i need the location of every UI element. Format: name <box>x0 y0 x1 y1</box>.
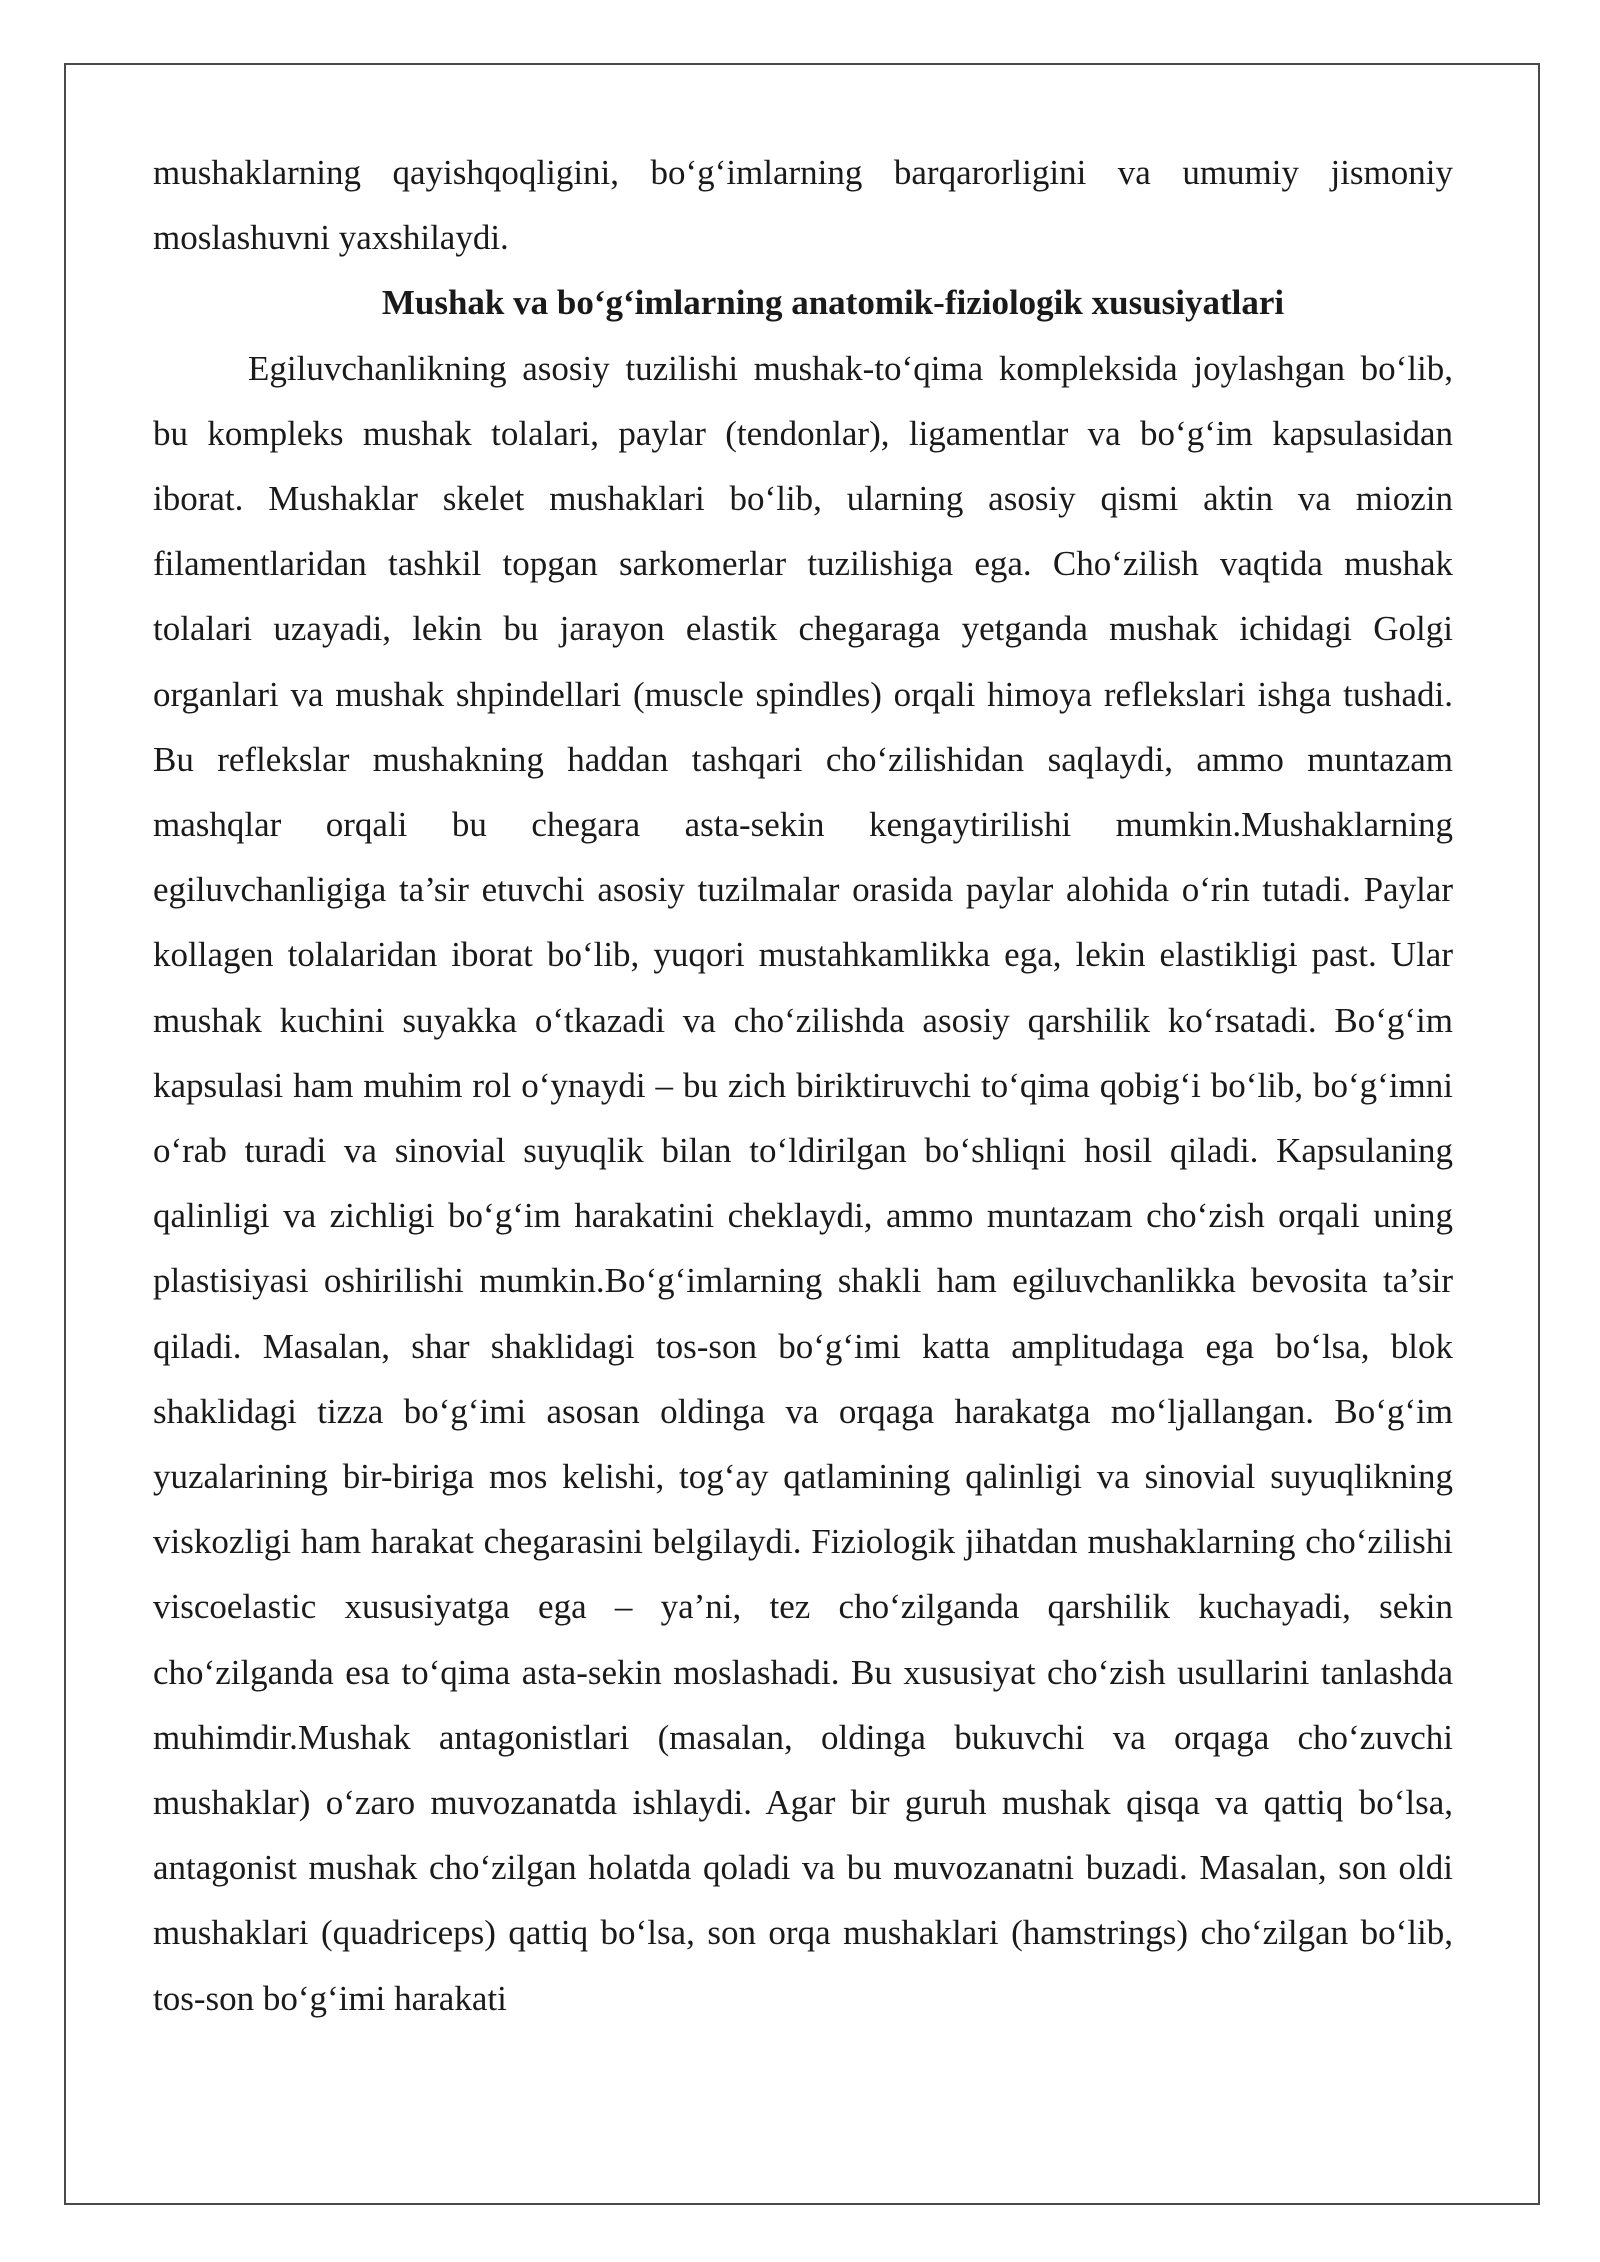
continuation-paragraph: mushaklarning qayishqoqligini, bo‘g‘imlarning barqarorligini va umumiy jismoniy moslashuvni yaxshilaydi. <box>153 153 1453 258</box>
body-paragraph: Egiluvchanlikning asosiy tuzilishi mushak-to‘qima kompleksida joylashgan bo‘lib, bu kompleks mushak tolalari, paylar (tendonlar), ligamentlar va bo‘g‘im kapsulasidan iborat. Mushaklar skelet mushaklari bo‘lib, ularning asosiy qismi aktin va miozin filamentlaridan tashkil topgan sarkomerlar tuzilishiga ega. Cho‘zilish vaqtida mushak tolalari uzayadi, lekin bu jarayon elastik chegaraga yetganda mushak ichidagi Golgi organlari va mushak shpindellari (muscle spindles) orqali himoya reflekslari ishga tushadi. Bu reflekslar mushakning haddan tashqari cho‘zilishidan saqlaydi, ammo muntazam mashqlar orqali bu chegara asta-sekin kengaytirilishi mumkin.Mushaklarning egiluvchanligiga ta’sir etuvchi asosiy tuzilmalar orasida paylar alohida o‘rin tutadi. Paylar kollagen tolalaridan iborat bo‘lib, yuqori mustahkamlikka ega, lekin elastikligi past. Ular mushak kuchini suyakka o‘tkazadi va cho‘zilishda asosiy qarshilik ko‘rsatadi. Bo‘g‘im kapsulasi ham muhim rol o‘ynaydi – bu zich biriktiruvchi to‘qima qobig‘i bo‘lib, bo‘g‘imni o‘rab turadi va sinovial suyuqlik bilan to‘ldirilgan bo‘shliqni hosil qiladi. Kapsulaning qalinligi va zichligi bo‘g‘im harakatini cheklaydi, ammo muntazam cho‘zish orqali uning plastisiyasi oshirilishi mumkin.Bo‘g‘imlarning shakli ham egiluvchanlikka bevosita ta’sir qiladi. Masalan, shar shaklidagi tos-son bo‘g‘imi katta amplitudaga ega bo‘lsa, blok shaklidagi tizza bo‘g‘imi asosan oldinga va orqaga harakatga mo‘ljallangan. Bo‘g‘im yuzalarining bir-biriga mos kelishi, tog‘ay qatlamining qalinligi va sinovial suyuqlikning viskozligi ham harakat chegarasini belgilaydi. Fiziologik jihatdan mushaklarning cho‘zilishi viscoelastic xususiyatga ega – ya’ni, tez cho‘zilganda qarshilik kuchayadi, sekin cho‘zilganda esa to‘qima asta-sekin moslashadi. Bu xususiyat cho‘zish usullarini tanlashda muhimdir.Mushak antagonistlari (masalan, oldinga bukuvchi va orqaga cho‘zuvchi mushaklar) o‘zaro muvozanatda ishlaydi. Agar bir guruh mushak qisqa va qattiq bo‘lsa, antagonist mushak cho‘zilgan holatda qoladi va bu muvozanatni buzadi. Masalan, son oldi mushaklari (quadriceps) qattiq bo‘lsa, son orqa mushaklari (hamstrings) cho‘zilgan bo‘lib, tos-son bo‘g‘imi harakati <box>153 348 1453 2018</box>
document-body <box>153 140 1453 2031</box>
section-heading: Mushak va bo‘g‘imlarning anatomik-fiziologik xususiyatlari <box>381 283 1285 323</box>
